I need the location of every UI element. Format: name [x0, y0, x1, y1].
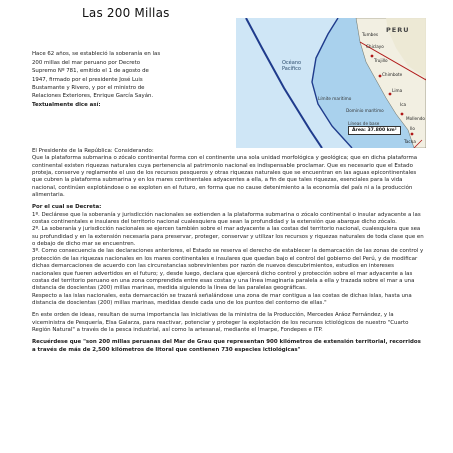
map-city-label: Tacna [404, 139, 416, 144]
decree-article-3: 3º. Como consecuencia de las declaraciones anteriores, el Estado se reserva el derecho de establecer la demarcación de las zonas de control y protección de las riquezas nacionales en los mares continentales e insulares que quedan bajo el control del gobierno del Perú, y de modificar dichas demarcaciones de acuerdo con las circunstancias sobrevinientes por razón de nuevos descubrimientos, estudios en intereses nacionales que fueren advertidos en el futuro; y, desde luego, declara que ejercerá dicho control y protección sobre el mar adyacente a las costas del territorio peruano en una zona comprendida entre esas costas y una línea imaginaria paralela a ella y trazada sobre el mar a una distancia de doscientas (200) millas marinas, medida siguiendo la línea de las paralelas geográficas. [32, 248, 424, 292]
decree-islands-paragraph: Respecto a las islas nacionales, esta demarcación se trazará señalándose una zona de mar contigua a las costas de dichas islas, hasta una distancia de doscientas (200) millas marinas, medidas desde cada uno de los puntos del contorno de ellas." [32, 292, 412, 306]
map-city-label: Lima [392, 88, 403, 93]
map-city-label: Tumbes [362, 32, 379, 37]
map-area-box: Área: 37.800 km² [348, 126, 401, 135]
maritime-map [236, 18, 426, 148]
page-title: Las 200 Millas [82, 6, 170, 20]
map-ocean-label: Océano Pacífico [282, 60, 302, 72]
map-lines-label: Líneas de base [348, 121, 380, 126]
recuerde-paragraph: Recuérdese que "son 200 millas peruanas del Mar de Grau que representan 900 kilómetros de extensión territorial, recorridos a través de más de 2,500 kilómetros de litoral que contienen 730 especies ictiológicas" [32, 339, 421, 353]
final-paragraph: En este orden de ideas, resultan de suma importancia las iniciativas de la ministra de la Producción, Mercedes Aráoz Fernández, y la viceministra de Pesquería, Elsa Galarza, para reactivar, potenciar y proteger la explotación de los recursos ictiológicos de nuestro "Cuarto Región Natural" a través de la pesca industrial, así como la artesanal, mediante el Imarpe, Fondepes e ITP. [32, 312, 409, 333]
intro-text: Hace 62 años, se estableció la soberanía en las 200 millas del mar peruano por Decreto Supremo Nº 781, emitido el 1 de agosto de 1947, firmado por el presidente José Luis Bustamante y Rivero, y por el ministro de Relaciones Exteriores, Enrique García Sayán. [32, 51, 161, 100]
decree-article-1: 1º. Declárese que la soberanía y jurisdicción nacionales se extienden a la plataforma submarina o zócalo continental o insular adyacente a las costas continentales e insulares del territorio nacional cualesquiera que sean la profundidad y la extensión que abarque dicho zócalo. [32, 211, 421, 226]
intro-strong-text: Textualmente dice así: [32, 101, 101, 108]
map-sea-label: Dominio marítimo [346, 108, 384, 113]
map-city-label: Mollendo [406, 116, 425, 121]
map-city-label: Chimbote [382, 72, 403, 77]
map-city-label: Trujillo [374, 58, 388, 63]
considerando-heading: El Presidente de la República: Considerando: [32, 148, 154, 154]
decree-article-2: 2º. La soberanía y jurisdicción nacionales se ejercen también sobre el mar adyacente a las costas del territorio nacional, cualesquiera que sea su profundidad y en la extensión necesaria para preservar, proteger, conservar y utilizar los recursos y riquezas naturales de toda clase que en o debajo de dicho mar se encuentren. [32, 226, 424, 248]
map-country-label: PERU [386, 26, 410, 34]
intro-paragraph [32, 42, 227, 118]
decree-heading: Por el cual se Decreta: [32, 204, 102, 211]
considerando-paragraph: Que la plataforma submarina o zócalo continental forma con el continente una sola unidad morfológica y geológica; que en dicha plataforma continental existen riquezas naturales cuya pertenencia al patrimonio nacional es indispensable proclamar. Que es necesario que el Estado proteja, conserve y reglamente el uso de los recursos pesqueros y otras riquezas naturales que se encuentran en las aguas epicontinentales que cubren la plataforma submarina y en los mares continentales adyacentes a ella, a fin de que tales riquezas, esenciales para la vida nacional, continúen explotándose o se exploten en el futuro, en forma que no cause detenimiento a la economía del país ni a la producción alimentaria. [32, 155, 418, 199]
map-city-label: Ilo [410, 126, 415, 131]
map-city-label: Ica [400, 102, 407, 107]
map-city-label: Chiclayo [366, 44, 384, 49]
map-limit-label: Límite marítimo [318, 96, 352, 101]
body-text [32, 148, 424, 354]
